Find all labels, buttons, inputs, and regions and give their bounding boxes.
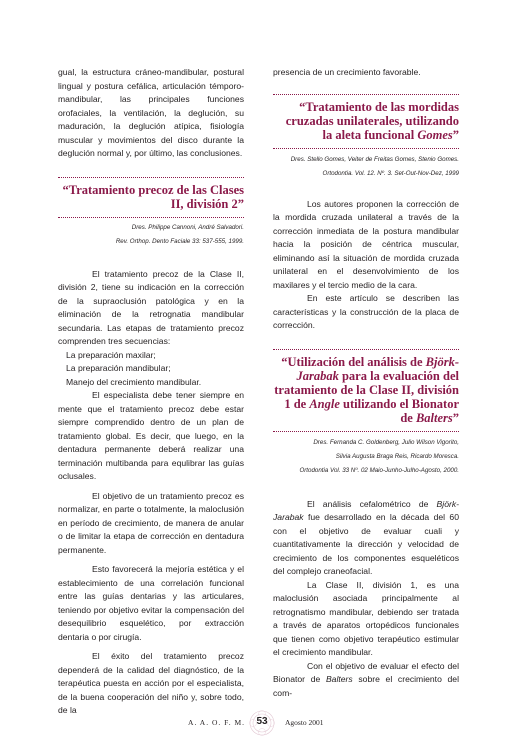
list-item: Manejo del crecimiento mandibular. (66, 376, 202, 387)
journal-name: A. A. O. F. M. (188, 718, 245, 727)
list-item: La preparación mandibular; (66, 363, 171, 373)
list-item: La preparación maxilar; (66, 349, 156, 360)
article-authors: Dres. Fernanda C. Goldenberg, Julio Wilson Vigorito, (313, 438, 459, 446)
body-paragraph: El éxito del tratamiento precoz dependerá de la calidad del diagnóstico, de la terapéutica puesta en acción por el especialista, de la buena cooperación del niño y, sobre todo, de la (58, 651, 244, 715)
article-authors: Silvia Augusta Braga Reis, Ricardo Moresca. (335, 452, 459, 460)
body-paragraph: El especialista debe tener siempre en mente que el tratamiento precoz debe estar siempre comprendido dentro de un plan de tratamiento global. Es decir, que luego, en la dentadura permanente deberá realizar una terminación multibanda para equlibrar las guías oclusales. (58, 390, 244, 481)
intro-paragraph: gual, la estructura cráneo-mandibular, postural lingual y postura cefálica, articulación témporo-mandibular, las principales funciones orofaciales, la ventilación, la deglución, su maduración, la deglución atípica, fisiología muscular y movimientos del disco durante la deglución normal y, por último, las conclusiones. (58, 67, 244, 158)
article-authors: Dres. Stello Gomes, Veiter de Freitas Gomes, Stenio Gomes. (290, 155, 459, 163)
body-paragraph: En este artículo se describen las características y la construcción de la placa de corrección. (273, 293, 459, 330)
body-paragraph: La Clase II, división 1, es una maloclusión asociada principalmente al retrognatismo mandibular, debiendo ser tratada a través de aparatos ortopédicos funcionales que tienen como objetivo terapéutico estimular el crecimiento mandibular. (273, 579, 459, 657)
article-citation: Ortodontia Vol. 33 Nº. 02 Maio-Junho-Julho-Agosto, 2000. (299, 466, 459, 474)
page-number: 53 (256, 716, 268, 727)
issue-date: Agosto 2001 (285, 718, 324, 727)
page-number-badge (248, 713, 276, 733)
body-paragraph: El análisis cefalométrico de Björk-Jarabak fue desarrollado en la década del 60 con el objetivo de evaluar cuali y cuantitativamente la dirección y velocidad de crecimiento de los componentes esqueléticos del complejo craneofacial. (273, 498, 459, 576)
body-paragraph: Esto favorecerá la mejoría estética y el establecimiento de una correlación funcional entre las guías dentarias y las articulares, teniendo por objetivo evitar la compensación del desequilibrio esquelético, por extracción dentaria o por cirugía. (58, 564, 244, 642)
body-paragraph: Los autores proponen la corrección de la mordida cruzada unilateral a través de la corrección inmediata de la postura mandibular hacia la posición de céntrica muscular, eliminando así la situación de mordida cruzada unilateral en el desenvolvimiento de los maxilares y el tercio medio de la cara. (273, 198, 459, 290)
left-column (58, 66, 244, 718)
article-title: “Utilización del análisis de Björk-Jarabak para la evaluación del tratamiento de la Clase II, división 1 de Angle utilizando el Bionator de Balters” (274, 354, 459, 425)
body-paragraph: Con el objetivo de evaluar el efecto del Bionator de Balters sobre el crecimiento del com- (273, 660, 459, 698)
right-column (273, 66, 459, 700)
page-footer (0, 713, 510, 733)
body-paragraph: El tratamiento precoz de la Clase II, división 2, tiene su indicación en la corrección de la supraoclusión patológica y en la eliminación de la retrognatia mandibular secundaria. Las etapas de tratamiento precoz comprenden tres secuencias: (58, 268, 244, 346)
continuation-paragraph: presencia de un crecimiento favorable. (273, 67, 421, 77)
body-paragraph: El objetivo de un tratamiento precoz es normalizar, en parte o totalmente, la maloclusión en período de crecimiento, de manera de anular o de limitar la etapa de corrección en dentadura permanente. (58, 490, 244, 555)
article-citation: Rev. Orthop. Dento Faciale 33: 537-555, 1999. (115, 237, 244, 245)
article-citation: Ortodontia. Vol. 12. Nº. 3. Set-Out-Nov-Dez, 1999 (322, 169, 459, 177)
article-title: “Tratamiento de las mordidas cruzadas unilaterales, utilizando la aleta funcional Gomes” (285, 99, 459, 142)
article-authors: Dres. Philippe Cannoni, André Salvadori. (131, 223, 244, 231)
article-title: “Tratamiento precoz de las Clases II, división 2” (62, 182, 244, 211)
